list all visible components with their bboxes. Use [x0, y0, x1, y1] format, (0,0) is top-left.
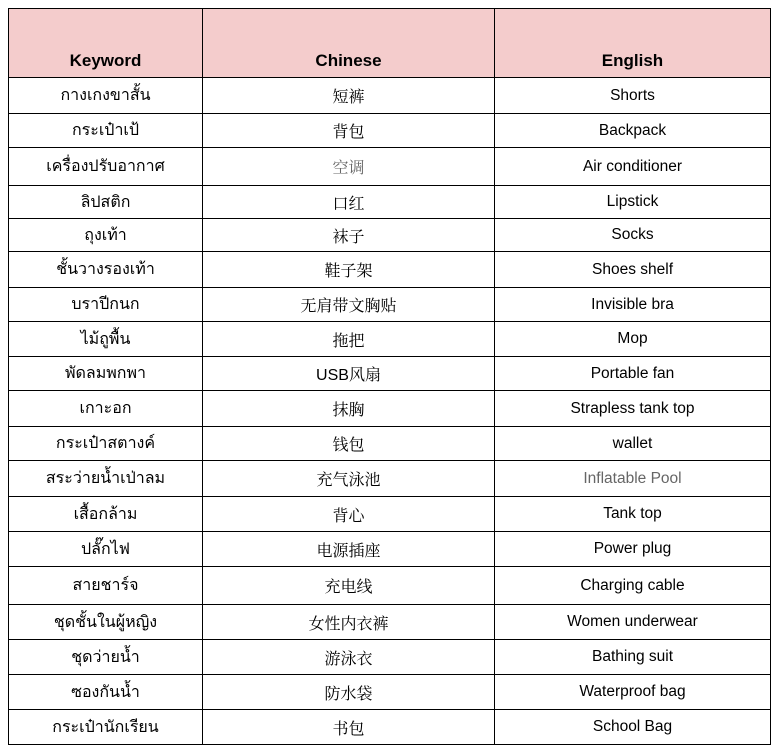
keyword-cell: สระว่ายน้ำเป่าลม — [9, 461, 203, 497]
english-cell: Strapless tank top — [495, 391, 771, 427]
english-cell: Women underwear — [495, 605, 771, 640]
table-row — [9, 532, 771, 567]
table-row — [9, 427, 771, 461]
keyword-cell: พัดลมพกพา — [9, 357, 203, 391]
keyword-translation-table — [8, 8, 771, 745]
table-row — [9, 219, 771, 252]
chinese-cell: 背包 — [203, 114, 495, 148]
keyword-cell: ซองกันน้ำ — [9, 675, 203, 710]
chinese-cell: 充气泳池 — [203, 461, 495, 497]
table-row — [9, 186, 771, 219]
chinese-cell: USB风扇 — [203, 357, 495, 391]
chinese-cell: 抹胸 — [203, 391, 495, 427]
chinese-cell: 游泳衣 — [203, 640, 495, 675]
english-cell: Invisible bra — [495, 288, 771, 322]
header-keyword: Keyword — [9, 9, 203, 78]
chinese-cell: 充电线 — [203, 567, 495, 605]
chinese-cell: 电源插座 — [203, 532, 495, 567]
table-row — [9, 640, 771, 675]
table-row — [9, 710, 771, 745]
chinese-cell: 书包 — [203, 710, 495, 745]
table-row — [9, 114, 771, 148]
english-cell: Socks — [495, 219, 771, 252]
chinese-cell: 背心 — [203, 497, 495, 532]
keyword-cell: กระเป๋านักเรียน — [9, 710, 203, 745]
table-row — [9, 461, 771, 497]
table-row — [9, 78, 771, 114]
keyword-cell: ลิปสติก — [9, 186, 203, 219]
table-row — [9, 252, 771, 288]
header-row — [9, 9, 771, 78]
keyword-cell: เกาะอก — [9, 391, 203, 427]
table-body — [9, 78, 771, 745]
table-row — [9, 497, 771, 532]
table-row — [9, 288, 771, 322]
chinese-cell: 女性内衣裤 — [203, 605, 495, 640]
header-english: English — [495, 9, 771, 78]
table-row — [9, 605, 771, 640]
keyword-cell: กระเป๋าสตางค์ — [9, 427, 203, 461]
english-cell: Power plug — [495, 532, 771, 567]
english-cell: Shorts — [495, 78, 771, 114]
english-cell: School Bag — [495, 710, 771, 745]
english-cell: Waterproof bag — [495, 675, 771, 710]
english-cell: Tank top — [495, 497, 771, 532]
english-cell: wallet — [495, 427, 771, 461]
keyword-cell: กางเกงขาสั้น — [9, 78, 203, 114]
english-cell: Mop — [495, 322, 771, 357]
table-row — [9, 357, 771, 391]
english-cell: Charging cable — [495, 567, 771, 605]
keyword-cell: ชั้นวางรองเท้า — [9, 252, 203, 288]
keyword-cell: เสื้อกล้าม — [9, 497, 203, 532]
english-cell: Backpack — [495, 114, 771, 148]
chinese-cell: 空调 — [203, 148, 495, 186]
chinese-cell: 短裤 — [203, 78, 495, 114]
chinese-cell: 鞋子架 — [203, 252, 495, 288]
chinese-cell: 钱包 — [203, 427, 495, 461]
table-row — [9, 322, 771, 357]
keyword-cell: ไม้ถูพื้น — [9, 322, 203, 357]
keyword-cell: กระเป๋าเป้ — [9, 114, 203, 148]
keyword-table-container — [8, 8, 770, 745]
table-row — [9, 675, 771, 710]
table-row — [9, 391, 771, 427]
header-chinese: Chinese — [203, 9, 495, 78]
keyword-cell: สายชาร์จ — [9, 567, 203, 605]
chinese-cell: 袜子 — [203, 219, 495, 252]
chinese-cell: 拖把 — [203, 322, 495, 357]
keyword-cell: บราปีกนก — [9, 288, 203, 322]
table-header — [9, 9, 771, 78]
keyword-cell: ชุดว่ายน้ำ — [9, 640, 203, 675]
english-cell: Bathing suit — [495, 640, 771, 675]
keyword-cell: ชุดชั้นในผู้หญิง — [9, 605, 203, 640]
english-cell: Portable fan — [495, 357, 771, 391]
english-cell: Shoes shelf — [495, 252, 771, 288]
keyword-cell: เครื่องปรับอากาศ — [9, 148, 203, 186]
english-cell: Lipstick — [495, 186, 771, 219]
chinese-cell: 防水袋 — [203, 675, 495, 710]
english-cell: Inflatable Pool — [495, 461, 771, 497]
chinese-cell: 口红 — [203, 186, 495, 219]
keyword-cell: ถุงเท้า — [9, 219, 203, 252]
english-cell: Air conditioner — [495, 148, 771, 186]
table-row — [9, 148, 771, 186]
keyword-cell: ปลั๊กไฟ — [9, 532, 203, 567]
chinese-cell: 无肩带文胸贴 — [203, 288, 495, 322]
table-row — [9, 567, 771, 605]
